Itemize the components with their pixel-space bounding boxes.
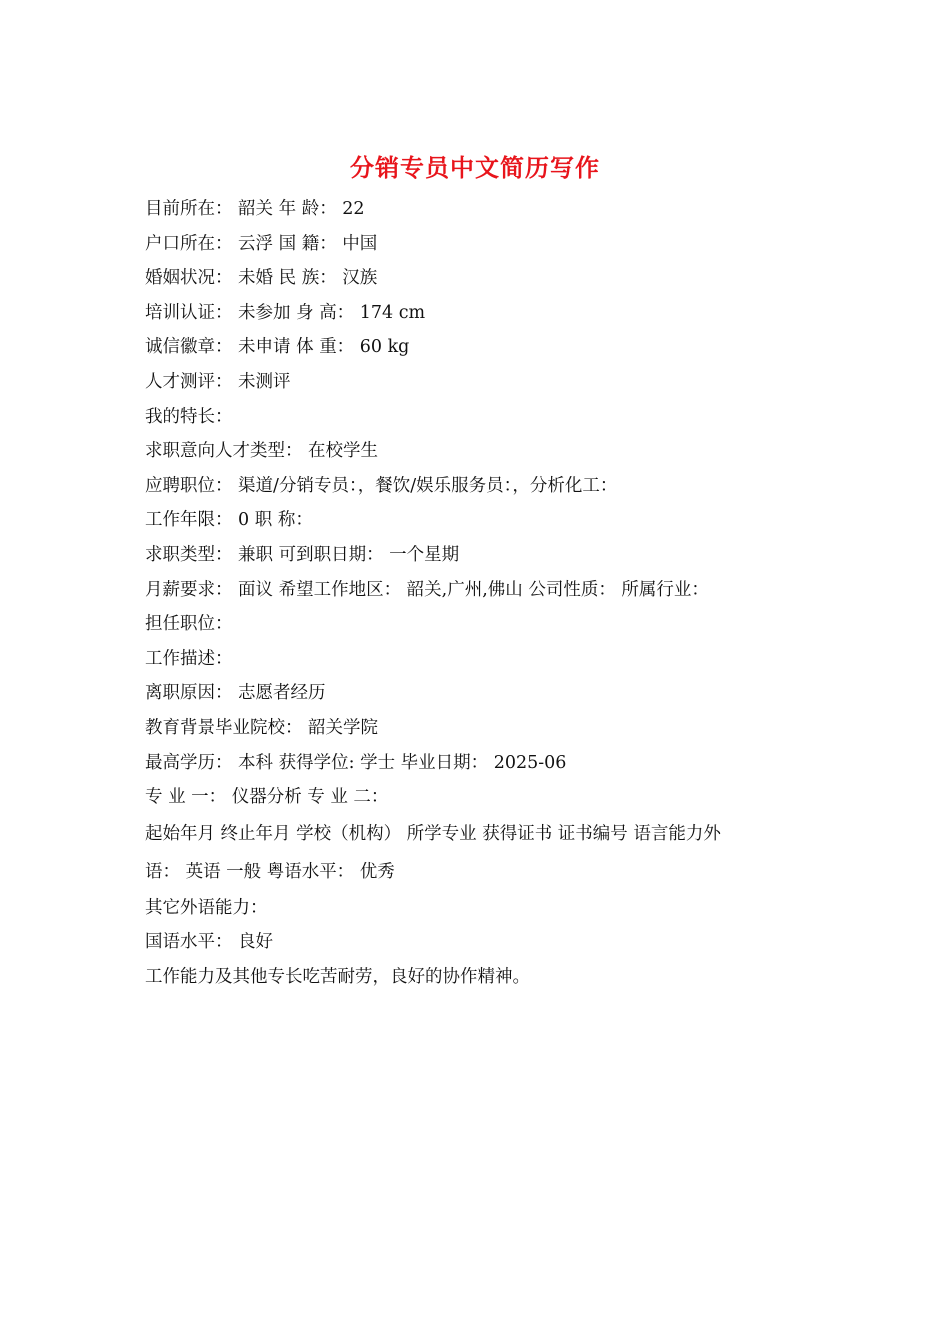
line-specialties: 我的特长：	[145, 406, 233, 427]
line-training-certification: 培训认证： 未参加 身 高： 174 cm	[145, 302, 426, 323]
line-applied-positions: 应聘职位： 渠道/分销专员：，餐饮/娱乐服务员：，分析化工：	[145, 475, 618, 496]
line-job-description: 工作描述：	[145, 648, 233, 669]
line-majors: 专 业 一： 仪器分析 专 业 二：	[145, 787, 389, 808]
line-mandarin-level: 国语水平： 良好	[145, 932, 274, 953]
line-language-skills: 语： 英语 一般 粤语水平： 优秀	[145, 861, 395, 882]
line-education-table-header: 起始年月 终止年月 学校（机构） 所学专业 获得证书 证书编号 语言能力外	[145, 823, 721, 844]
line-highest-degree: 最高学历： 本科 获得学位: 学士 毕业日期： 2025-06	[145, 752, 567, 773]
line-job-intention-type: 求职意向人才类型： 在校学生	[145, 441, 379, 462]
line-salary-requirements: 月薪要求： 面议 希望工作地区： 韶关,广州,佛山 公司性质： 所属行业：	[145, 579, 709, 600]
line-marital-status: 婚姻状况： 未婚 民 族： 汉族	[145, 268, 378, 289]
line-reason-for-leaving: 离职原因： 志愿者经历	[145, 683, 326, 704]
document-title: 分销专员中文简历写作	[350, 153, 600, 182]
line-current-location: 目前所在： 韶关 年 龄： 22	[145, 199, 365, 219]
resume-body	[145, 192, 805, 994]
line-work-years: 工作年限： 0 职 称：	[145, 510, 313, 531]
line-education-school: 教育背景毕业院校： 韶关学院	[145, 717, 379, 738]
line-work-abilities: 工作能力及其他专长吃苦耐劳，良好的协作精神。	[145, 966, 530, 987]
line-other-languages: 其它外语能力：	[145, 897, 268, 918]
line-job-type: 求职类型： 兼职 可到职日期： 一个星期	[145, 544, 460, 565]
line-position-held: 担任职位：	[145, 614, 233, 635]
line-household-registration: 户口所在： 云浮 国 籍： 中国	[145, 233, 378, 254]
line-talent-assessment: 人才测评： 未测评	[145, 371, 291, 392]
line-integrity-badge: 诚信徽章： 未申请 体 重： 60 kg	[145, 337, 410, 358]
